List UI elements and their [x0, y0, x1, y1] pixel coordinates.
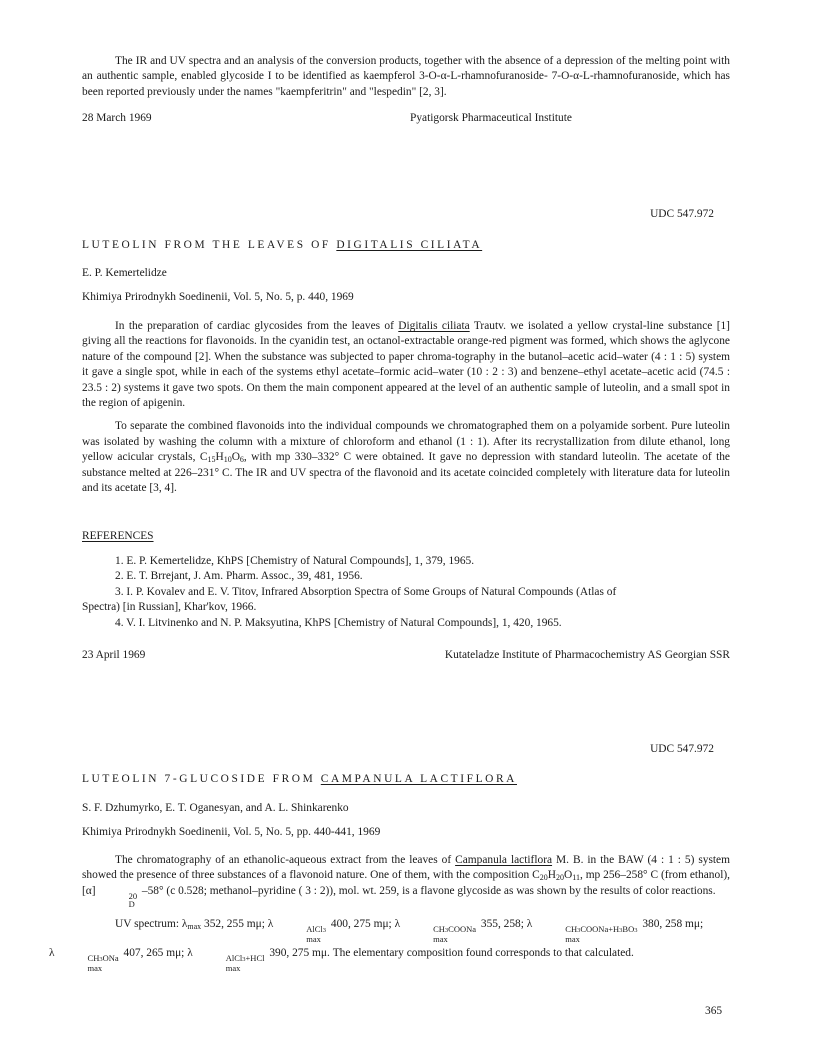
article1-title-prefix: LUTEOLIN FROM THE LEAVES OF	[82, 239, 331, 251]
reference-item: 2. E. T. Brrejant, J. Am. Pharm. Assoc., 39, 481, 1956.	[115, 570, 363, 583]
article2-uv-spectrum: UV spectrum: $\lambda_{max}$ 352, 255 mμ; λ AlCl3 max 400, 275 mμ; λ CH3COONa max 355, 258; λ CH3COONa+H3BO3 max 380, 258 mμ; λ CH3ONa max 407, 265 mμ; λ AlCl3+HCl max 390, 275 mμ. The elementary composition found corresponds to that calculated.	[49, 917, 704, 974]
intro-paragraph	[82, 54, 730, 100]
article1-paragraph-1: In the preparation of cardiac glycosides from the leaves of Digitalis ciliata Trautv. we isolated a yellow crystal-line substance [1] giving all the reactions for flavonoids. In the cyanidin test, an octanol-extractable orange-red pigment was formed, which shows the aglycone nature of the compound [2]. When the substance was subjected to paper chroma-tography in the butanol–acetic acid–water (4 : 1 : 5) system it gave a single spot, while in each of the systems ethyl acetate–formic acid–water (10 : 2 : 3) and benzene–ethyl acetate–acetic acid (74.5 : 23.5 : 2) systems it gave two spots. On them the main component appeared at the level of an authentic sample of luteolin, and a small spot in the region of apigenin.	[82, 320, 730, 410]
article1-title-species: DIGITALIS CILIATA	[336, 239, 483, 251]
article2-citation: Khimiya Prirodnykh Soedinenii, Vol. 5, No. 5, pp. 440-441, 1969	[82, 826, 381, 838]
article1-institute: Kutateladze Institute of Pharmacochemistry AS Georgian SSR	[444, 649, 730, 661]
article1-species-inline: Digitalis ciliata	[398, 320, 470, 332]
article2-title	[82, 772, 730, 787]
article2-udc: UDC 547.972	[650, 743, 714, 755]
article2-title-species: CAMPANULA LACTIFLORA	[320, 773, 517, 785]
references-list	[82, 554, 730, 631]
article1-date: 23 April 1969	[82, 649, 146, 661]
article2-authors: S. F. Dzhumyrko, E. T. Oganesyan, and A. L. Shinkarenko	[82, 802, 349, 814]
article1-body	[82, 319, 730, 496]
references-heading: REFERENCES	[82, 530, 154, 542]
reference-item: 3. I. P. Kovalev and E. V. Titov, Infrared Absorption Spectra of Some Groups of Natural Compounds (Atlas of	[115, 585, 617, 598]
page-number: 365	[705, 1005, 723, 1017]
article2-paragraph-1: The chromatography of an ethanolic-aqueous extract from the leaves of Campanula lactiflora M. B. in the BAW (4 : 1 : 5) system showed the presence of three substances of a flavonoid nature. One of them, with the composition $C_{20}H_{20}O_{11}$, mp 256–258° C (from ethanol), [α] 20 D –58° (c 0.528; methanol–pyridine ( 3 : 2)), mol. wt. 259, is a flavone glycoside as was shown by the results of color reactions.	[82, 854, 731, 910]
reference-item: 4. V. I. Litvinenko and N. P. Maksyutina, KhPS [Chemistry of Natural Compounds], 1, 420, 1965.	[115, 616, 562, 629]
article1-authors: E. P. Kemertelidze	[82, 267, 167, 279]
article1-paragraph-2: To separate the combined flavonoids into the individual compounds we chromatographed them on a polyamide sorbent. Pure luteolin was isolated by washing the column with a mixture of chloroform and ethanol (1 : 1). After its recrystallization from dilute ethanol, long yellow acicular crystals, $C_{15}H_{10}O_6$, with mp 330–332° C were obtained. It gave no depression with standard luteolin. The acetate of the substance melted at 226–231° C. The IR and UV spectra of the flavonoid and its acetate coincided completely with literature data for luteolin and its acetate [3, 4].	[82, 420, 730, 495]
article1-udc: UDC 547.972	[650, 208, 714, 220]
intro-date: 28 March 1969	[82, 112, 152, 124]
article2-title-prefix: LUTEOLIN 7-GLUCOSIDE FROM	[82, 773, 316, 785]
intro-institute: Pyatigorsk Pharmaceutical Institute	[410, 112, 572, 124]
article1-title	[82, 238, 730, 253]
intro-line-1: The IR and UV spectra and an analysis of the conversion products, together with the absence of a depression of the	[115, 55, 643, 67]
intro-line-3: 7-O-α-L-rhamnofuranoside, which has been reported previously under the names "kaempferitrin" and "lespedin" [2, 3].	[82, 70, 730, 98]
reference-item: 1. E. P. Kemertelidze, KhPS [Chemistry of Natural Compounds], 1, 379, 1965.	[115, 555, 475, 567]
reference-item-continued: Spectra) [in Russian], Khar'kov, 1966.	[82, 601, 257, 614]
article2-body	[49, 853, 731, 974]
intro-line-2: melting point with an authentic sample, enabled glycoside I to be identified as kaempferol 3-O-α-L-rhamnofuranoside-	[82, 55, 730, 83]
article1-signoff	[82, 648, 730, 663]
article1-citation: Khimiya Prirodnykh Soedinenii, Vol. 5, No. 5, p. 440, 1969	[82, 291, 354, 303]
article2-species-inline: Campanula lactiflora	[455, 854, 553, 866]
intro-signoff	[82, 111, 730, 126]
